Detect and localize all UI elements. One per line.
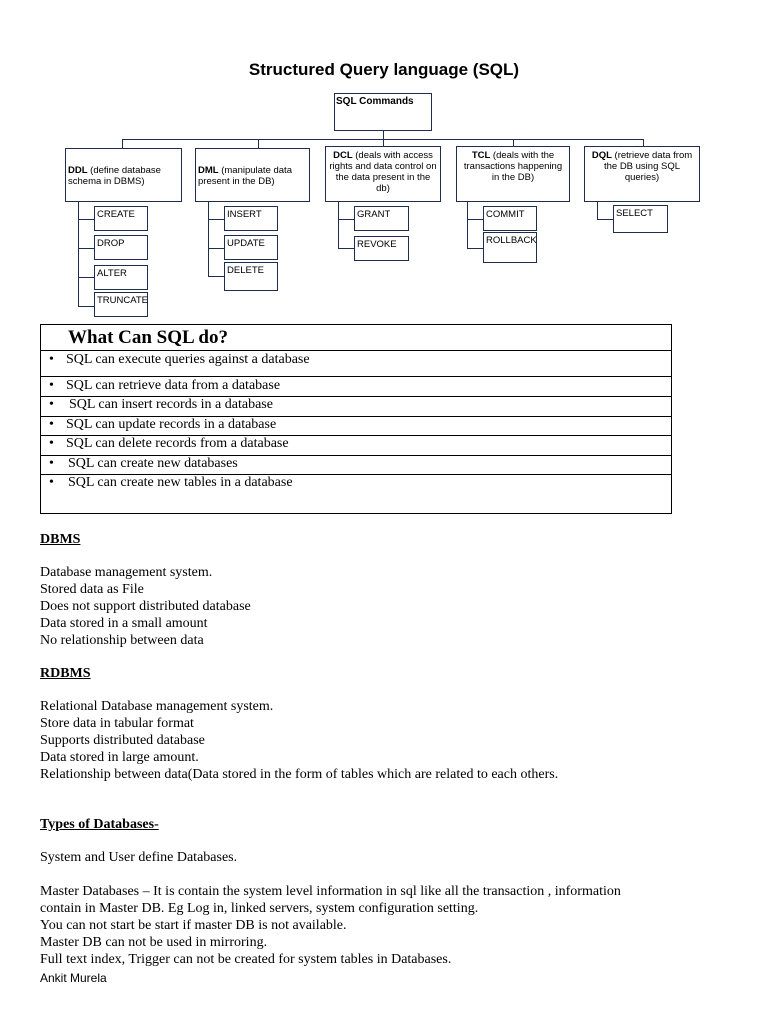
list-item-text: SQL can update records in a database (66, 417, 277, 432)
leaf-delete (224, 262, 278, 291)
list-item-text: SQL can retrieve data from a database (66, 378, 281, 393)
types-intro (40, 849, 237, 866)
bullet-icon: • (49, 378, 54, 393)
tcl-abbr: TCL (471, 150, 491, 161)
dcl-abbr: DCL (333, 150, 353, 161)
leaf-label: GRANT (357, 209, 391, 220)
text-line: contain in Master DB. Eg Log in, linked servers, system configuration setting. (40, 901, 479, 916)
page-footer-author: Ankit Murela (40, 971, 107, 985)
leaf-label: SELECT (616, 208, 653, 219)
text-line: Stored data as File (40, 582, 144, 597)
connector (597, 202, 598, 219)
list-item-text: SQL can create new tables in a database (68, 475, 293, 490)
text-line: Supports distributed database (40, 733, 205, 748)
leaf-commit (483, 206, 537, 231)
leaf-label: REVOKE (357, 239, 397, 250)
dcl-node (325, 146, 441, 202)
dql-abbr: DQL (591, 150, 612, 161)
leaf-drop (94, 235, 148, 260)
text-line: No relationship between data (40, 633, 204, 648)
section-heading: Types of Databases- (40, 817, 159, 832)
connector (208, 219, 224, 220)
leaf-label: CREATE (97, 209, 135, 220)
connector (78, 306, 94, 307)
what-can-sql-do-heading: What Can SQL do? (68, 327, 228, 348)
list-item (41, 474, 671, 514)
connector (338, 219, 354, 220)
rdbms-body (40, 698, 558, 783)
leaf-label: DROP (97, 238, 125, 249)
list-item (41, 435, 671, 456)
leaf-grant (354, 206, 409, 231)
leaf-alter (94, 265, 148, 290)
connector (208, 276, 224, 277)
connector (467, 219, 483, 220)
leaf-create (94, 206, 148, 231)
ddl-node (65, 148, 182, 202)
bullet-icon: • (49, 417, 54, 432)
list-item (41, 455, 671, 475)
connector (338, 248, 354, 249)
types-heading (40, 816, 159, 833)
text-line: Store data in tabular format (40, 716, 194, 731)
sql-commands-diagram (0, 0, 768, 330)
connector (338, 202, 339, 248)
leaf-rollback (483, 232, 537, 263)
bullet-icon: • (49, 475, 54, 490)
leaf-label: COMMIT (486, 209, 525, 220)
list-item (41, 350, 671, 377)
connector (78, 219, 94, 220)
section-heading: DBMS (40, 532, 81, 547)
leaf-label: UPDATE (227, 238, 265, 249)
ddl-abbr: DDL (68, 165, 88, 176)
connector (597, 219, 613, 220)
text-line: Does not support distributed database (40, 599, 251, 614)
dql-node (584, 146, 700, 202)
section-heading: RDBMS (40, 666, 91, 681)
bullet-icon: • (49, 397, 54, 412)
leaf-label: TRUNCATE (97, 295, 149, 306)
root-node (334, 93, 432, 131)
list-item-text: SQL can delete records from a database (66, 436, 289, 451)
text-line: Master DB can not be used in mirroring. (40, 935, 268, 950)
connector (78, 202, 79, 306)
text-line: Full text index, Trigger can not be created for system tables in Databases. (40, 952, 452, 967)
connector (383, 131, 384, 139)
text-line: Master Databases – It is contain the system level information in sql like all the transaction , information (40, 884, 621, 899)
leaf-revoke (354, 236, 409, 261)
leaf-label: INSERT (227, 209, 262, 220)
ddl-desc: (define database schema in DBMS) (68, 165, 161, 187)
tcl-desc: (deals with the transactions happening in the DB) (463, 150, 563, 183)
connector (208, 202, 209, 276)
text-line: Database management system. (40, 565, 213, 580)
list-item (41, 396, 671, 417)
connector (467, 202, 468, 248)
leaf-truncate (94, 292, 148, 317)
dbms-heading (40, 531, 80, 548)
text-line: System and User define Databases. (40, 850, 238, 865)
connector (467, 248, 483, 249)
list-item-text: SQL can insert records in a database (69, 397, 273, 412)
what-can-sql-do-box (40, 324, 672, 514)
connector (122, 139, 123, 148)
types-body (40, 883, 740, 968)
leaf-select (613, 205, 668, 233)
connector (208, 248, 224, 249)
list-item-text: SQL can create new databases (68, 456, 238, 471)
leaf-label: DELETE (227, 265, 264, 276)
connector (78, 277, 94, 278)
dml-abbr: DML (198, 165, 219, 176)
tcl-node (456, 146, 570, 202)
list-item (41, 416, 671, 436)
list-item-text: SQL can execute queries against a database (66, 352, 310, 367)
text-line: Relational Database management system. (40, 699, 274, 714)
dcl-desc: (deals with access rights and data control on the data present in the db) (329, 150, 437, 194)
bullet-icon: • (49, 352, 54, 367)
list-item (41, 376, 671, 397)
dml-node (195, 148, 310, 202)
connector (78, 248, 94, 249)
leaf-update (224, 235, 278, 260)
text-line: Relationship between data(Data stored in the form of tables which are related to each others. (40, 767, 559, 782)
root-label: SQL Commands (336, 96, 414, 107)
leaf-label: ROLLBACK (486, 235, 537, 246)
text-line: Data stored in a small amount (40, 616, 208, 631)
dbms-body (40, 564, 251, 649)
dml-desc: (manipulate data present in the DB) (198, 165, 292, 187)
text-line: You can not start be start if master DB is not available. (40, 918, 347, 933)
leaf-insert (224, 206, 278, 231)
dql-desc: (retrieve data from the DB using SQL queries) (603, 150, 693, 183)
bullet-icon: • (49, 456, 54, 471)
leaf-label: ALTER (97, 268, 127, 279)
text-line: Data stored in large amount. (40, 750, 199, 765)
bullet-icon: • (49, 436, 54, 451)
connector (258, 139, 259, 148)
rdbms-heading (40, 665, 91, 682)
page-title: Structured Query language (SQL) (248, 60, 520, 79)
